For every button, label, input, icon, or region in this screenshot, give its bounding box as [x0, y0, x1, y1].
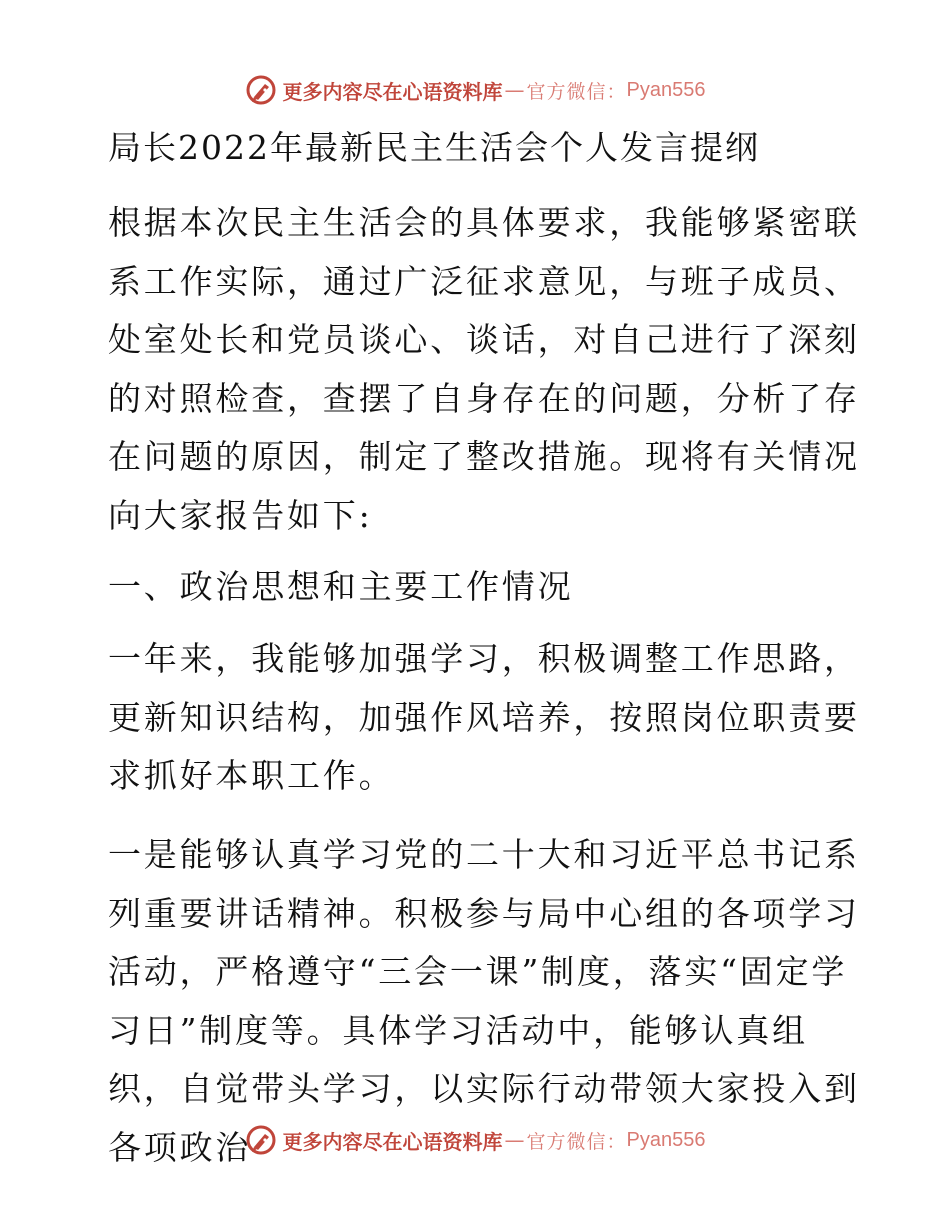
pen-nib-logo-icon	[245, 74, 277, 106]
document-title: 局长2022年最新民主生活会个人发言提纲	[108, 128, 760, 167]
banner-wechat-id: Pyan556	[626, 78, 706, 101]
banner-dash: —	[504, 1128, 525, 1152]
paragraph-overview: 一年来，我能够加强学习，积极调整工作思路，更新知识结构，加强作风培养，按照岗位职责要求抓好本职工作。	[108, 639, 860, 795]
header-banner	[0, 70, 950, 110]
footer-banner	[0, 1120, 950, 1160]
banner-wechat-label: 官方微信：	[526, 1130, 627, 1153]
banner-wechat-id: Pyan556	[626, 1128, 706, 1151]
paragraph-intro: 根据本次民主生活会的具体要求，我能够紧密联系工作实际，通过广泛征求意见，与班子成员、处室处长和党员谈心、谈话，对自己进行了深刻的对照检查，查摆了自身存在的问题，分析了存在问题的原因，制定了整改措施。现将有关情况向大家报告如下:	[108, 203, 860, 535]
section-heading-1: 一、政治思想和主要工作情况	[108, 567, 574, 606]
banner-main-text: 更多内容尽在心语资料库	[282, 79, 503, 104]
banner-main-text: 更多内容尽在心语资料库	[282, 1129, 503, 1154]
paragraph-point-1: 一是能够认真学习党的二十大和习近平总书记系列重要讲话精神。积极参与局中心组的各项学习活动，严格遵守“三会一课”制度，落实“固定学习日”制度等。具体学习活动中，能够认真组织，自觉带头学习，以实际行动带领大家投入到各项政治	[108, 835, 860, 1167]
banner-dash: —	[504, 78, 525, 102]
pen-nib-logo-icon	[245, 1124, 277, 1156]
banner-wechat-label: 官方微信：	[526, 80, 627, 103]
